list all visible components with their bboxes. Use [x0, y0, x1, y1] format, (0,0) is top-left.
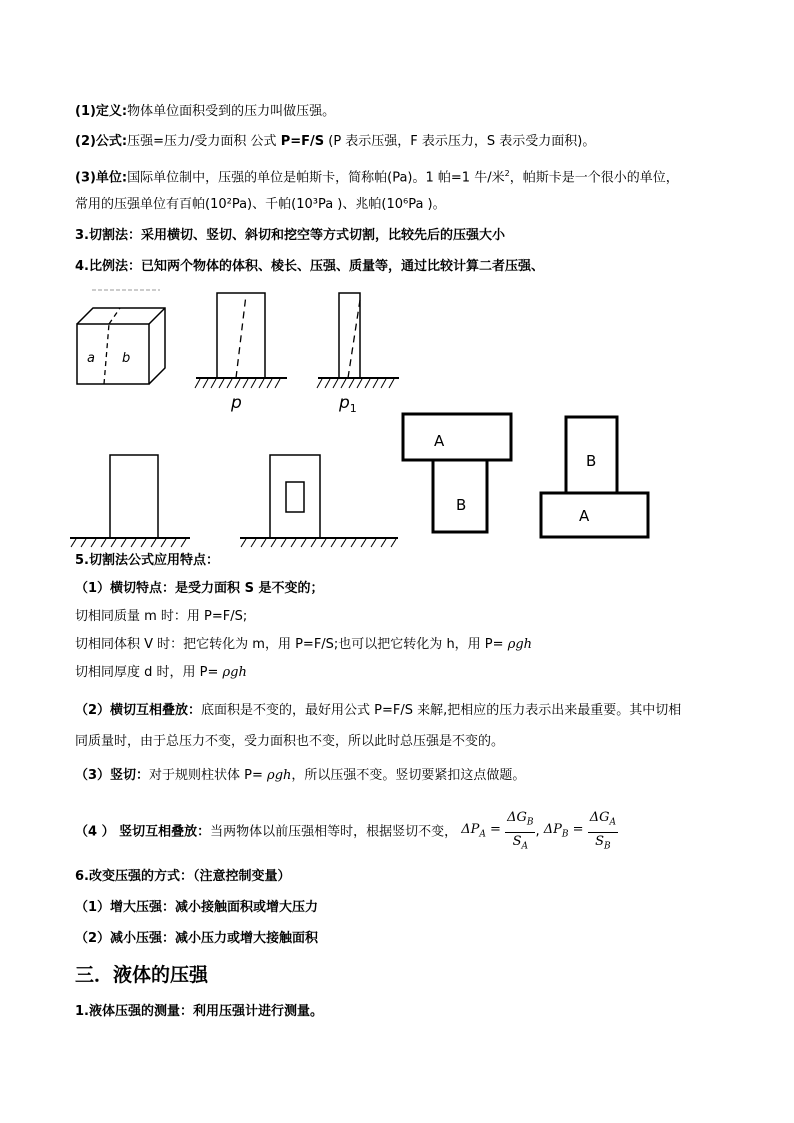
definition-line [75, 103, 335, 121]
a-on-b-figure [403, 414, 511, 532]
section5-title: 5.切割法公式应用特点： [75, 553, 219, 568]
formula-label: (2)公式: [75, 134, 128, 149]
b-on-a-figure [541, 417, 648, 537]
vertical-stack-text: 当两物体以前压强相等时，根据竖切不变， [210, 824, 458, 840]
vertical-cut-label: （3）竖切： [75, 768, 150, 783]
same-thickness-math: ρgh [222, 665, 247, 680]
tall-block-figure [70, 455, 190, 547]
decrease-pressure-line: （2）减小压强：减小压力或增大接触面积 [75, 931, 319, 946]
horizontal-stack-line [75, 702, 681, 720]
vertical-stack-line: （4 ） 竖切互相叠放：当两物体以前压强相等时，根据竖切不变， $\Delta P_A$ = $\frac{\Delta G_B}{S_A}$ , $\Delta P_B$ = $\frac{\Delta G_A}{S_B}$ [75, 809, 618, 849]
unit-text-b: ，帕斯卡是一个很小的单位， [509, 170, 679, 186]
block-p-figure [195, 293, 287, 413]
formula-line [75, 133, 595, 151]
unit-line [75, 165, 679, 187]
cube-figure [77, 308, 165, 384]
vertical-stack-label: （4 ） 竖切互相叠放： [75, 824, 211, 840]
same-volume-math: ρgh [507, 637, 533, 652]
ratio-method-line: 4.比例法：已知两个物体的体积、棱长、压强、质量等，通过比较计算二者压强、 [75, 259, 544, 274]
eq2-fraction: $\frac{\Delta G_A}{S_B}$ [589, 810, 616, 852]
horizontal-stack-text: 底面积是不变的，最好用公式 P=F/S 来解,把相应的压力表示出来最重要。其中切相 [201, 703, 682, 718]
block-b-top-label: B [586, 452, 597, 470]
unit-label: (3)单位: [75, 170, 128, 186]
cutting-method-line: 3.切割法：采用横切、竖切、斜切和挖空等方式切割，比较先后的压强大小 [75, 228, 505, 243]
eq1-left: $\Delta P_A$ = [461, 821, 501, 840]
same-volume-line [75, 636, 532, 654]
formula-expression: P=F/S [280, 134, 325, 149]
same-mass-line: 切相同质量 m 时：用 P=F/S; [75, 609, 248, 624]
cube-label-a: a [87, 351, 95, 366]
hollow-block-figure [240, 455, 398, 547]
block-p1-figure [317, 293, 399, 415]
cube-label-b: b [122, 351, 131, 366]
same-thickness-line [75, 664, 247, 682]
block-a-top-label: A [434, 432, 445, 450]
definition-text: 物体单位面积受到的压力叫做压强。 [127, 104, 336, 119]
block-b-bottom-label: B [456, 496, 467, 514]
vertical-cut-math: ρgh [267, 768, 292, 783]
formula-text: 压强=压力/受力面积 公式 [127, 134, 281, 149]
liquid-measure-line: 1.液体压强的测量：利用压强计进行测量。 [75, 1004, 323, 1019]
vertical-cut-text-a: 对于规则柱状体 P= [149, 768, 268, 783]
increase-pressure-line: （1）增大压强：减小接触面积或增大压力 [75, 900, 319, 915]
label-p: p [231, 393, 242, 413]
formula-note: (P 表示压强，F 表示压力，S 表示受力面积)。 [324, 134, 596, 149]
definition-label: (1)定义: [75, 104, 128, 119]
block-a-bottom-label: A [579, 507, 590, 525]
horizontal-cut-text: （1）横切特点：是受力面积 S 是不变的； [75, 581, 324, 596]
vertical-cut-text-b: ，所以压强不变。竖切要紧扣这点做题。 [291, 768, 526, 783]
liquid-pressure-heading: 三．液体的压强 [75, 964, 209, 986]
same-volume-text: 切相同体积 V 时：把它转化为 m，用 P=F/S;也可以把它转化为 h，用 P= [75, 637, 508, 652]
same-thickness-text: 切相同厚度 d 时，用 P= [75, 665, 223, 680]
common-units-line: 常用的压强单位有百帕(10²Pa)、千帕(10³Pa )、兆帕(10⁶Pa )。 [75, 197, 446, 212]
vertical-cut-line [75, 767, 525, 785]
svg-text:p1 [338, 393, 357, 415]
horizontal-cut-line [75, 580, 323, 598]
eq1-fraction: $\frac{\Delta G_B}{S_A}$ [507, 810, 534, 852]
label-p1-sub: 1 [349, 402, 357, 415]
section6-title: 6.改变压强的方式：（注意控制变量） [75, 869, 291, 884]
eq2-left: $\Delta P_B$ = [543, 821, 584, 840]
unit-superscript: 2 [504, 169, 510, 178]
unit-text-a: 国际单位制中，压强的单位是帕斯卡，简称帕(Pa)。1 帕=1 牛/米 [127, 170, 505, 186]
figures-panel [0, 280, 794, 550]
label-p1: p [339, 393, 350, 413]
horizontal-stack-label: （2）横切互相叠放： [75, 703, 202, 718]
horizontal-stack-cont-line: 同质量时，由于总压力不变，受力面积也不变，所以此时总压强是不变的。 [75, 734, 505, 749]
